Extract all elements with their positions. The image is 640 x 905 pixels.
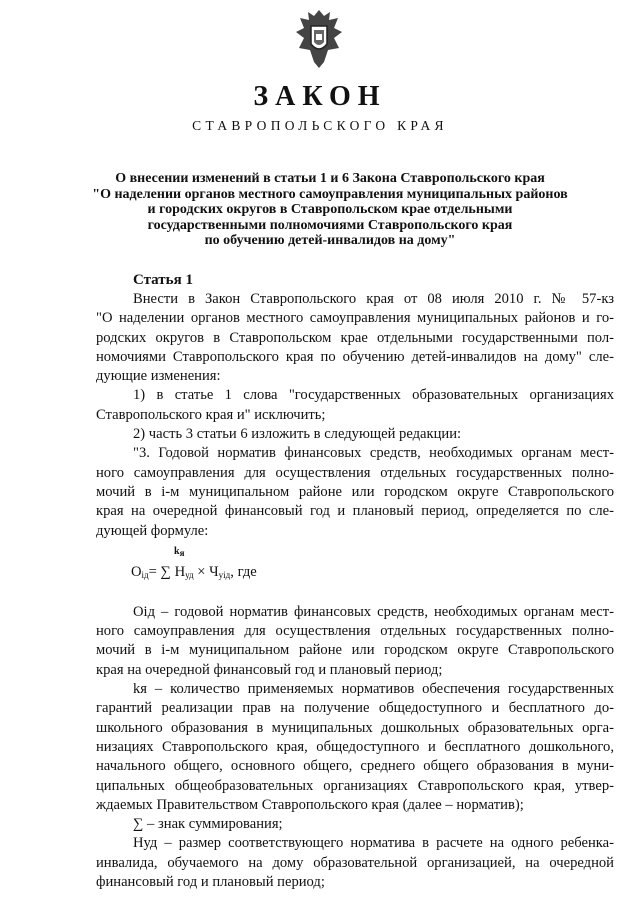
document-title: ЗАКОН	[253, 81, 387, 112]
body-line: гарантий реализации прав на получение общедоступного и бесплатного до-	[96, 700, 614, 717]
body-line: 1) в статье 1 слова "государственных образовательных организациях	[133, 387, 614, 404]
body-line: ждаемых Правительством Ставропольского края (далее – норматив);	[96, 796, 524, 813]
body-line: ципальных общеобразовательных организациях Ставропольского края, утвер-	[96, 777, 614, 794]
body-line: низациях Ставропольского края, общедоступного и бесплатного дошкольного,	[96, 738, 614, 755]
coat-of-arms-icon	[294, 8, 344, 70]
body-line: школьного образования в муниципальных дошкольных образовательных орга-	[96, 719, 614, 736]
body-line: мочий в i-м муниципальном районе или городском округе Ставропольского	[96, 483, 614, 500]
body-line: ного самоуправления для осуществления отдельных государственных полно-	[96, 464, 614, 481]
body-line: 2) часть 3 статьи 6 изложить в следующей редакции:	[133, 426, 462, 443]
heading-line: по обучению детей-инвалидов на дому"	[204, 233, 456, 248]
formula-expression: $O_{iд}=$ ∑ $Н_{уд} \times Ч_{уiд}$, где	[131, 563, 257, 580]
body-line: ного самоуправления для осуществления отдельных государственных полно-	[96, 623, 614, 640]
body-line: края на очередной финансовый год и плановый период;	[96, 661, 443, 678]
body-line: края на очередной финансовый год и плановый период, определяется по сле-	[96, 503, 614, 520]
body-line: финансовый год и плановый период;	[96, 874, 325, 891]
formula	[96, 541, 614, 603]
body-line: Внести в Закон Ставропольского края от 08 июля 2010 г. № 57-кз	[133, 291, 614, 307]
body-line: Нуд – размер соответствующего норматива в расчете на одного ребенка-	[133, 835, 614, 852]
body-line: Ставропольского края и" исключить;	[96, 406, 326, 423]
heading-line: О внесении изменений в статьи 1 и 6 Закона Ставропольского края	[115, 171, 545, 186]
formula-upper-limit: $k_я$	[174, 545, 185, 558]
body-line: мочий в i-м муниципальном районе или городском округе Ставропольского	[96, 642, 614, 659]
body-line: начального общего, основного общего, среднего общего образования в муни-	[96, 758, 614, 775]
body-line: "3. Годовой норматив финансовых средств, необходимых органам мест-	[133, 445, 614, 462]
body-line: ∑ – знак суммирования;	[133, 816, 283, 833]
body-line: "О наделении органов местного самоуправления муниципальных районов и го-	[96, 310, 614, 327]
document-body	[96, 290, 614, 892]
body-line: инвалида, обучаемого на дому образовательной организацией, на очередной	[96, 854, 614, 871]
heading-line: государственными полномочиями Ставропольского края	[147, 217, 513, 233]
article-title: Статья 1	[133, 272, 193, 288]
body-line: номочиями Ставропольского края по обучению детей-инвалидов на дому" сле-	[96, 348, 614, 365]
law-heading	[80, 171, 580, 249]
body-line: родских округов в Ставропольском крае отдельными государственными пол-	[96, 329, 614, 346]
body-line: дующие изменения:	[96, 368, 221, 385]
heading-line: и городских округов в Ставропольском крае отдельными	[147, 202, 513, 217]
document-subtitle: СТАВРОПОЛЬСКОГО КРАЯ	[192, 118, 448, 133]
body-line: kя – количество применяемых нормативов обеспечения государственных	[133, 681, 614, 698]
body-line: дующей формуле:	[96, 522, 209, 539]
body-line: Оiд – годовой норматив финансовых средств, необходимых органам мест-	[133, 603, 614, 620]
heading-line: "О наделении органов местного самоуправления муниципальных районов	[92, 186, 568, 202]
